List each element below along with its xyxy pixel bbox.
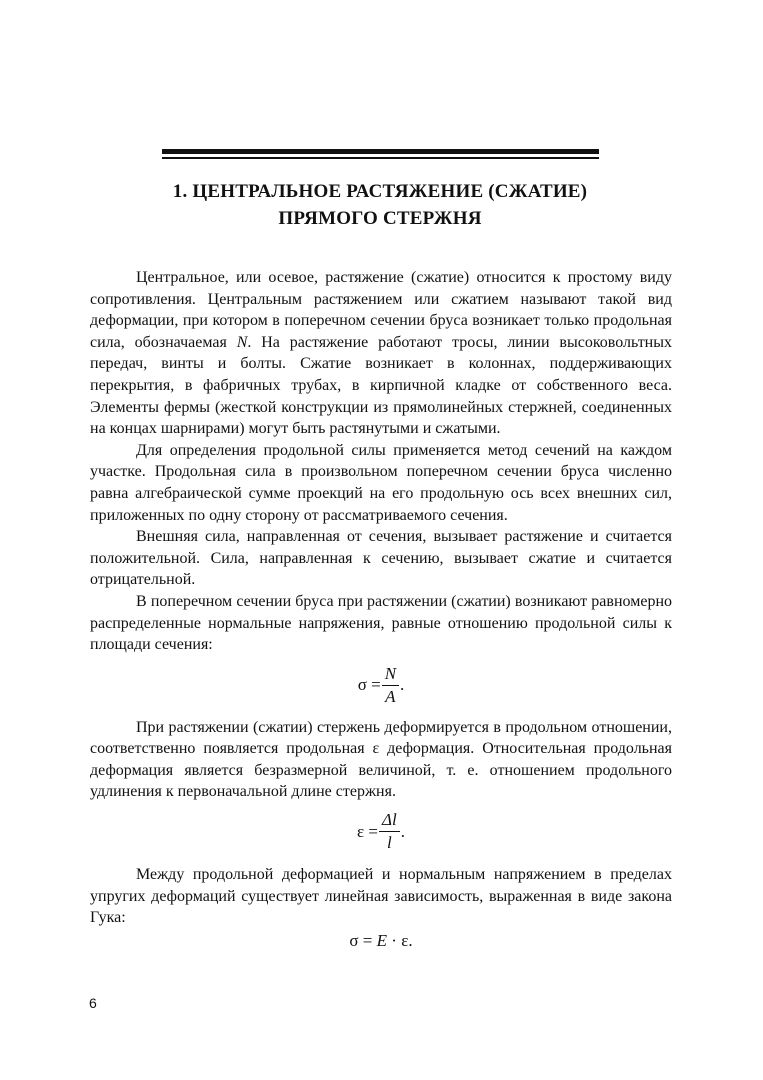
hooke-formula-rhs: · ε. — [387, 930, 413, 950]
paragraph-1 — [90, 267, 672, 440]
paragraph-1-text-b: . На растяжение работают тросы, линии высоковольтных передач, винты и болты. Сжатие возникает в колоннах, поддерживающих перекрытия, в фабричных трубах, в кирпичной кладке от собственного веса. Элементы фермы (жесткой конструкции из прямолинейных стержней, соединенных на концах шарнирами) могут быть растянутыми и сжатыми. — [90, 333, 672, 438]
paragraph-4: В поперечном сечении бруса при растяжении (сжатии) возникают равномерно распределенные нормальные напряжения, равные отношению продольной силы к площади сечения: — [90, 592, 672, 654]
paragraph-3: Внешняя сила, направленная от сечения, вызывает растяжение и считается положительной. Сила, направленная к сечению, вызывает сжатие и считается отрицательной. — [90, 528, 672, 589]
strain-numerator: Δl — [379, 809, 400, 832]
paragraph-2: Для определения продольной силы применяется метод сечений на каждом участке. Продольная сила в произвольном поперечном сечении бруса численно равна алгебраической сумме проекций на его продольную ось всех внешних сил, приложенных по одну сторону от рассматриваемого сечения. — [90, 441, 672, 524]
strain-denominator: l — [387, 833, 392, 853]
strain-formula — [90, 809, 672, 854]
stress-fraction — [382, 663, 399, 708]
body-text — [90, 267, 672, 951]
hooke-formula — [90, 930, 672, 952]
strain-fraction — [379, 809, 400, 854]
strain-formula-end: . — [400, 821, 405, 841]
paragraph-1-symbol: N — [236, 333, 248, 351]
paragraph-5: При растяжении (сжатии) стержень деформируется в продольном отношении, соответственно появляется продольная ε деформация. Относительная продольная деформация является безразмерной величиной, т. е. отношением продольного удлинения к первоначальной длине стержня. — [90, 718, 672, 801]
stress-formula — [90, 663, 672, 708]
paragraph-1-text-a: Центральное, или осевое, растяжение (сжатие) относится к простому виду сопротивления. Центральным растяжением или сжатием называют такой вид деформации, при котором в поперечном сечении бруса возникает только продольная сила, обозначаемая — [90, 269, 672, 351]
header-rule-thin — [162, 157, 599, 159]
paragraph-6: Между продольной деформацией и нормальным напряжением в пределах упругих деформаций существует линейная зависимость, выраженная в виде закона Гука: — [90, 866, 672, 927]
page-number: 6 — [89, 995, 97, 1011]
chapter-title — [90, 178, 670, 232]
stress-formula-lhs: σ = — [357, 675, 381, 695]
hooke-formula-modulus: E — [376, 930, 388, 950]
hooke-formula-lhs: σ = — [349, 930, 377, 950]
header-rule-thick — [162, 149, 599, 154]
stress-denominator: A — [385, 686, 396, 706]
chapter-title-line-1: 1. ЦЕНТРАЛЬНОЕ РАСТЯЖЕНИЕ (СЖАТИЕ) — [172, 181, 588, 202]
strain-formula-lhs: ε = — [357, 821, 379, 841]
chapter-title-line-2: ПРЯМОГО СТЕРЖНЯ — [278, 208, 482, 229]
stress-formula-end: . — [400, 675, 405, 695]
stress-numerator: N — [382, 663, 399, 686]
